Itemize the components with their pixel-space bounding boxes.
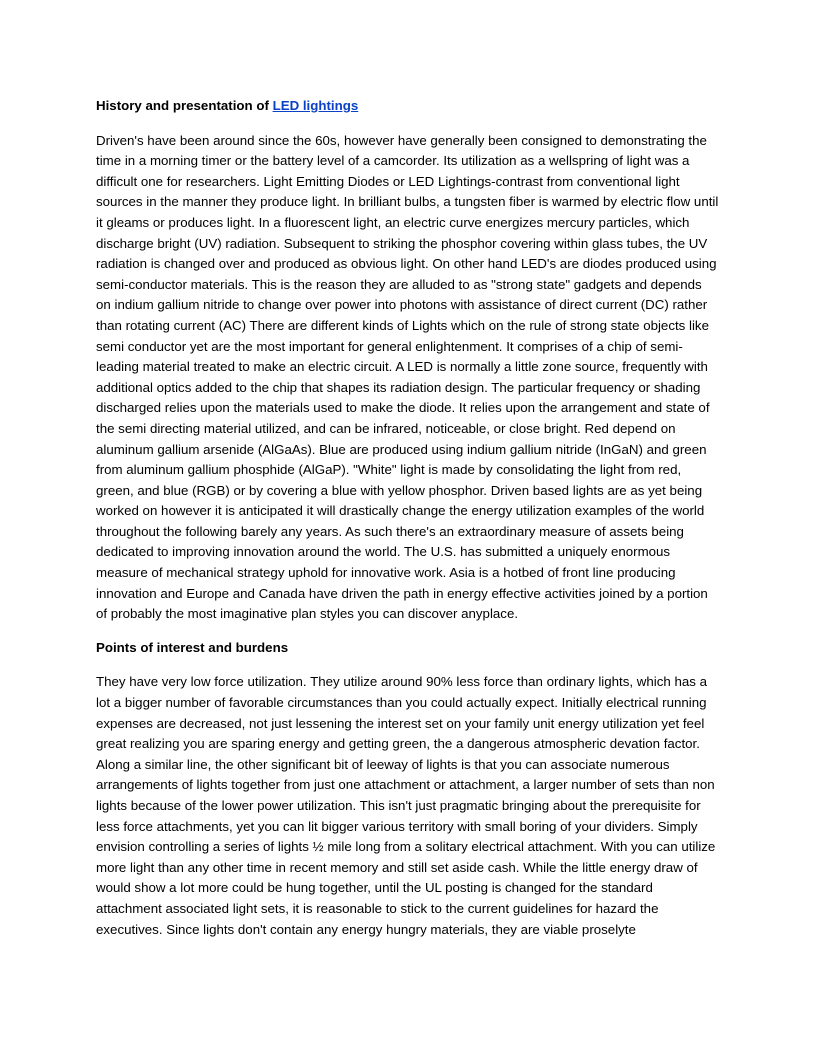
led-lightings-link[interactable]: LED lightings — [272, 98, 359, 113]
section-heading-pros-cons: Points of interest and burdens — [96, 639, 289, 655]
pros-cons-paragraph: They have very low force utilization. They utilize around 90% less force than ordinary lights, which has a lot a bigger number of favorable circumstances than you could actually expect. Initially electrical running expenses are decreased, not just lessening the interest set on your family unit energy utilization yet feel great realizing you are sparing energy and getting green, the a dangerous atmospheric devation factor. Along a similar line, the other significant bit of leeway of lights is that you can associate numerous arrangements of lights together from just one attachment or attachment, a larger number of sets than non lights because of the lower power utilization. This isn't just pragmatic bringing about the prerequisite for less force attachments, yet you can lit bigger various territory with small boring of your dividers. Simply envision controlling a series of lights ½ mile long from a solitary electrical attachment. With you can utilize more light than any other time in recent memory and still set aside cash. While the little energy draw of would show a lot more could be hung together, until the UL posting is changed for the standard attachment associated light sets, it is reasonable to stick to the current guidelines for hazard the executives. Since lights don't contain any energy hungry materials, they are viable proselyte — [96, 674, 716, 937]
heading-text: History and presentation of — [96, 98, 273, 113]
history-paragraph: Driven's have been around since the 60s, however have generally been consigned to demonstrating the time in a morning timer or the battery level of a camcorder. Its utilization as a wellspring of light was a difficult one for researchers. Light Emitting Diodes or LED Lightings-contrast from conventional light sources in the manner they produce light. In brilliant bulbs, a tungsten fiber is warmed by electric flow until it gleams or produces light. In a fluorescent light, an electric curve energizes mercury particles, which discharge bright (UV) radiation. Subsequent to striking the phosphor covering within glass tubes, the UV radiation is changed over and produced as obvious light. On other hand LED's are diodes produced using semi-conductor materials. This is the reason they are alluded to as "strong state" gadgets and depends on indium gallium nitride to change over power into photons with assistance of direct current (DC) rather than rotating current (AC) There are different kinds of Lights which on the rule of strong state objects like semi conductor yet are the most important for general enlightenment. It comprises of a chip of semi-leading material treated to make an electric circuit. A LED is normally a little zone source, frequently with additional optics added to the chip that shapes its radiation design. The particular frequency or shading discharged relies upon the materials used to make the diode. It relies upon the arrangement and state of the semi directing material utilized, and can be infrared, noticeable, or close bright. Red depend on aluminum gallium arsenide (AlGaAs). Blue are produced using indium gallium nitride (InGaN) and green from aluminum gallium phosphide (AlGaP). "White" light is made by consolidating the light from red, green, and blue (RGB) or by covering a blue with yellow phosphor. Driven based lights are as yet being worked on however it is anticipated it will drastically change the energy utilization examples of the world throughout the following barely any years. As such there's an extraordinary measure of assets being dedicated to improving innovation around the world. The U.S. has submitted a uniquely enormous measure of mechanical strategy uphold for innovative work. Asia is a hotbed of front line producing innovation and Europe and Canada have driven the path in energy effective activities joined by a portion of probably the most imaginative plan styles you can discover anyplace. — [96, 132, 719, 622]
section-heading-history — [96, 96, 720, 117]
document-page — [96, 96, 720, 953]
